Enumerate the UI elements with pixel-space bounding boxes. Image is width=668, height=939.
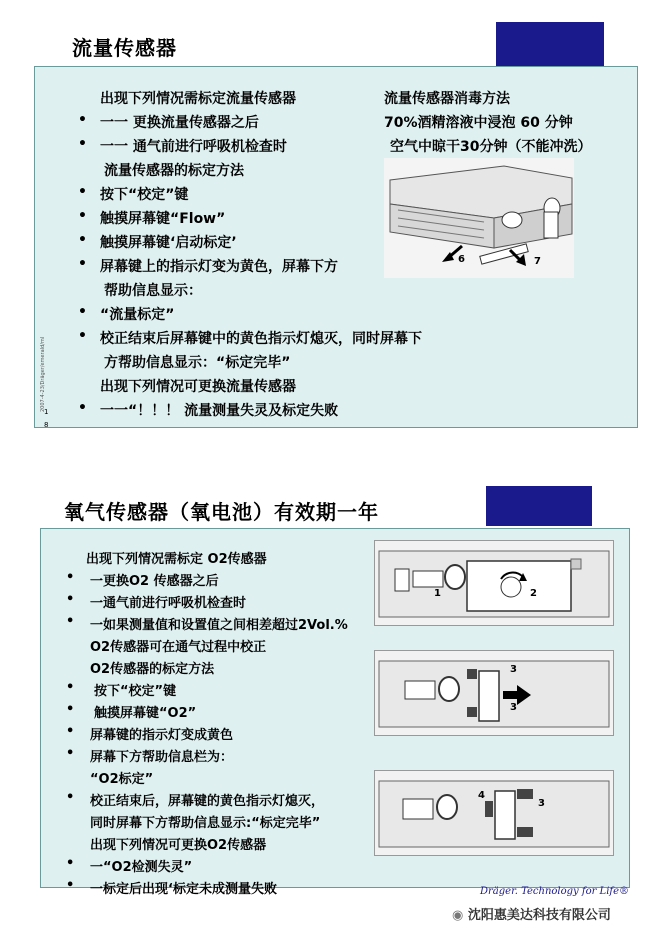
bullet: • xyxy=(66,878,75,893)
bullet: • xyxy=(78,256,87,272)
list-item: 屏幕键上的指示灯变为黄色，屏幕下方 xyxy=(100,259,338,275)
slide1-page-mark: 1 xyxy=(44,408,49,416)
figure-callout: 3 xyxy=(510,702,517,713)
o2-sensor-figure-2 xyxy=(374,650,614,736)
drager-footer-brand: Dräger. Technology for Life® xyxy=(480,886,630,897)
slide1-brand-block xyxy=(496,22,604,66)
list-item: 校正结束后，屏幕键的黄色指示灯熄灭， xyxy=(90,794,325,809)
slide1-left-header: 出现下列情况需标定流量传感器 xyxy=(100,91,296,107)
disinfection-header: 流量传感器消毒方法 xyxy=(384,91,510,107)
bullet: • xyxy=(78,184,87,200)
slide1-sidebar-note: 2007-4-23/Dräger/emerald/ml xyxy=(40,336,46,412)
bullet: • xyxy=(66,592,75,607)
figure-callout: 3 xyxy=(510,664,517,675)
list-item: 一“O2检测失灵” xyxy=(90,860,193,875)
list-item: 校正结束后屏幕键中的黄色指示灯熄灭，同时屏幕下 xyxy=(100,331,422,347)
bullet: • xyxy=(66,724,75,739)
list-item: “流量标定” xyxy=(100,307,175,323)
bullet: • xyxy=(66,790,75,805)
figure-callout: 7 xyxy=(534,256,541,267)
bullet: • xyxy=(78,208,87,224)
disinfection-line: 70%酒精溶液中浸泡 60 分钟 xyxy=(384,115,573,131)
bullet: • xyxy=(78,328,87,344)
list-item: 一一“！！！ 流量测量失灵及标定失败 xyxy=(100,403,339,419)
slide2-brand-block xyxy=(486,486,592,526)
wechat-icon: ◉ xyxy=(452,908,464,923)
list-item: 一如果测量值和设置值之间相差超过2Vol.% xyxy=(90,618,348,633)
list-item: 屏幕下方帮助信息栏为： xyxy=(90,750,234,765)
list-item: O2传感器可在通气过程中校正 xyxy=(90,640,267,655)
list-item: 按下“校定”键 xyxy=(94,684,177,699)
slide2-header: 出现下列情况需标定 O2传感器 xyxy=(86,552,267,567)
slide1-title: 流量传感器 xyxy=(72,36,177,60)
list-item: 触摸屏幕键‘启动标定’ xyxy=(100,235,237,251)
list-item: 出现下列情况可更换O2传感器 xyxy=(90,838,267,853)
list-item: 一通气前进行呼吸机检查时 xyxy=(90,596,247,611)
bullet: • xyxy=(66,570,75,585)
figure-callout: 1 xyxy=(434,588,441,599)
figure-callout: 4 xyxy=(478,790,485,801)
flow-sensor-figure xyxy=(384,158,574,278)
list-item: 一标定后出现‘标定未成测量失败 xyxy=(90,882,277,897)
watermark-text xyxy=(448,902,615,925)
bullet: • xyxy=(66,746,75,761)
list-item: 帮助信息显示： xyxy=(104,283,202,299)
list-item: O2传感器的标定方法 xyxy=(90,662,215,677)
list-item: 同时屏幕下方帮助信息显示:“标定完毕” xyxy=(90,816,321,831)
list-item: 方帮助信息显示：“标定完毕” xyxy=(104,355,291,371)
o2-sensor-drawing-1 xyxy=(375,541,613,625)
bullet: • xyxy=(66,856,75,871)
bullet: • xyxy=(66,702,75,717)
bullet: • xyxy=(78,136,87,152)
bullet: • xyxy=(66,680,75,695)
slide1-page-mark: 8 xyxy=(44,421,49,429)
slide2-title: 氧气传感器（氧电池）有效期一年 xyxy=(64,500,379,524)
o2-sensor-drawing-2 xyxy=(375,651,613,735)
o2-sensor-drawing-3 xyxy=(375,771,613,855)
figure-callout: 3 xyxy=(538,798,545,809)
list-item: 按下“校定”键 xyxy=(100,187,189,203)
list-item: 屏幕键的指示灯变成黄色 xyxy=(90,728,234,743)
list-item: 触摸屏幕键“O2” xyxy=(94,706,197,721)
list-item: “O2标定” xyxy=(90,772,154,787)
bullet: • xyxy=(78,304,87,320)
list-item: 一更换O2 传感器之后 xyxy=(90,574,219,589)
list-item: 触摸屏幕键“Flow” xyxy=(100,211,226,227)
o2-sensor-figure-3 xyxy=(374,770,614,856)
list-item: 出现下列情况可更换流量传感器 xyxy=(100,379,296,395)
figure-callout: 2 xyxy=(530,588,537,599)
bullet: • xyxy=(78,112,87,128)
o2-sensor-figure-1 xyxy=(374,540,614,626)
figure-callout: 6 xyxy=(458,254,465,265)
bullet: • xyxy=(78,400,87,416)
flow-sensor-drawing xyxy=(384,158,574,278)
bullet: • xyxy=(66,614,75,629)
disinfection-line: 空气中晾干30分钟（不能冲洗） xyxy=(390,139,592,155)
bullet: • xyxy=(78,232,87,248)
list-item: 一一 通气前进行呼吸机检查时 xyxy=(100,139,287,155)
list-item: 流量传感器的标定方法 xyxy=(104,163,244,179)
watermark-label: 沈阳惠美达科技有限公司 xyxy=(467,908,611,923)
list-item: 一一 更换流量传感器之后 xyxy=(100,115,259,131)
